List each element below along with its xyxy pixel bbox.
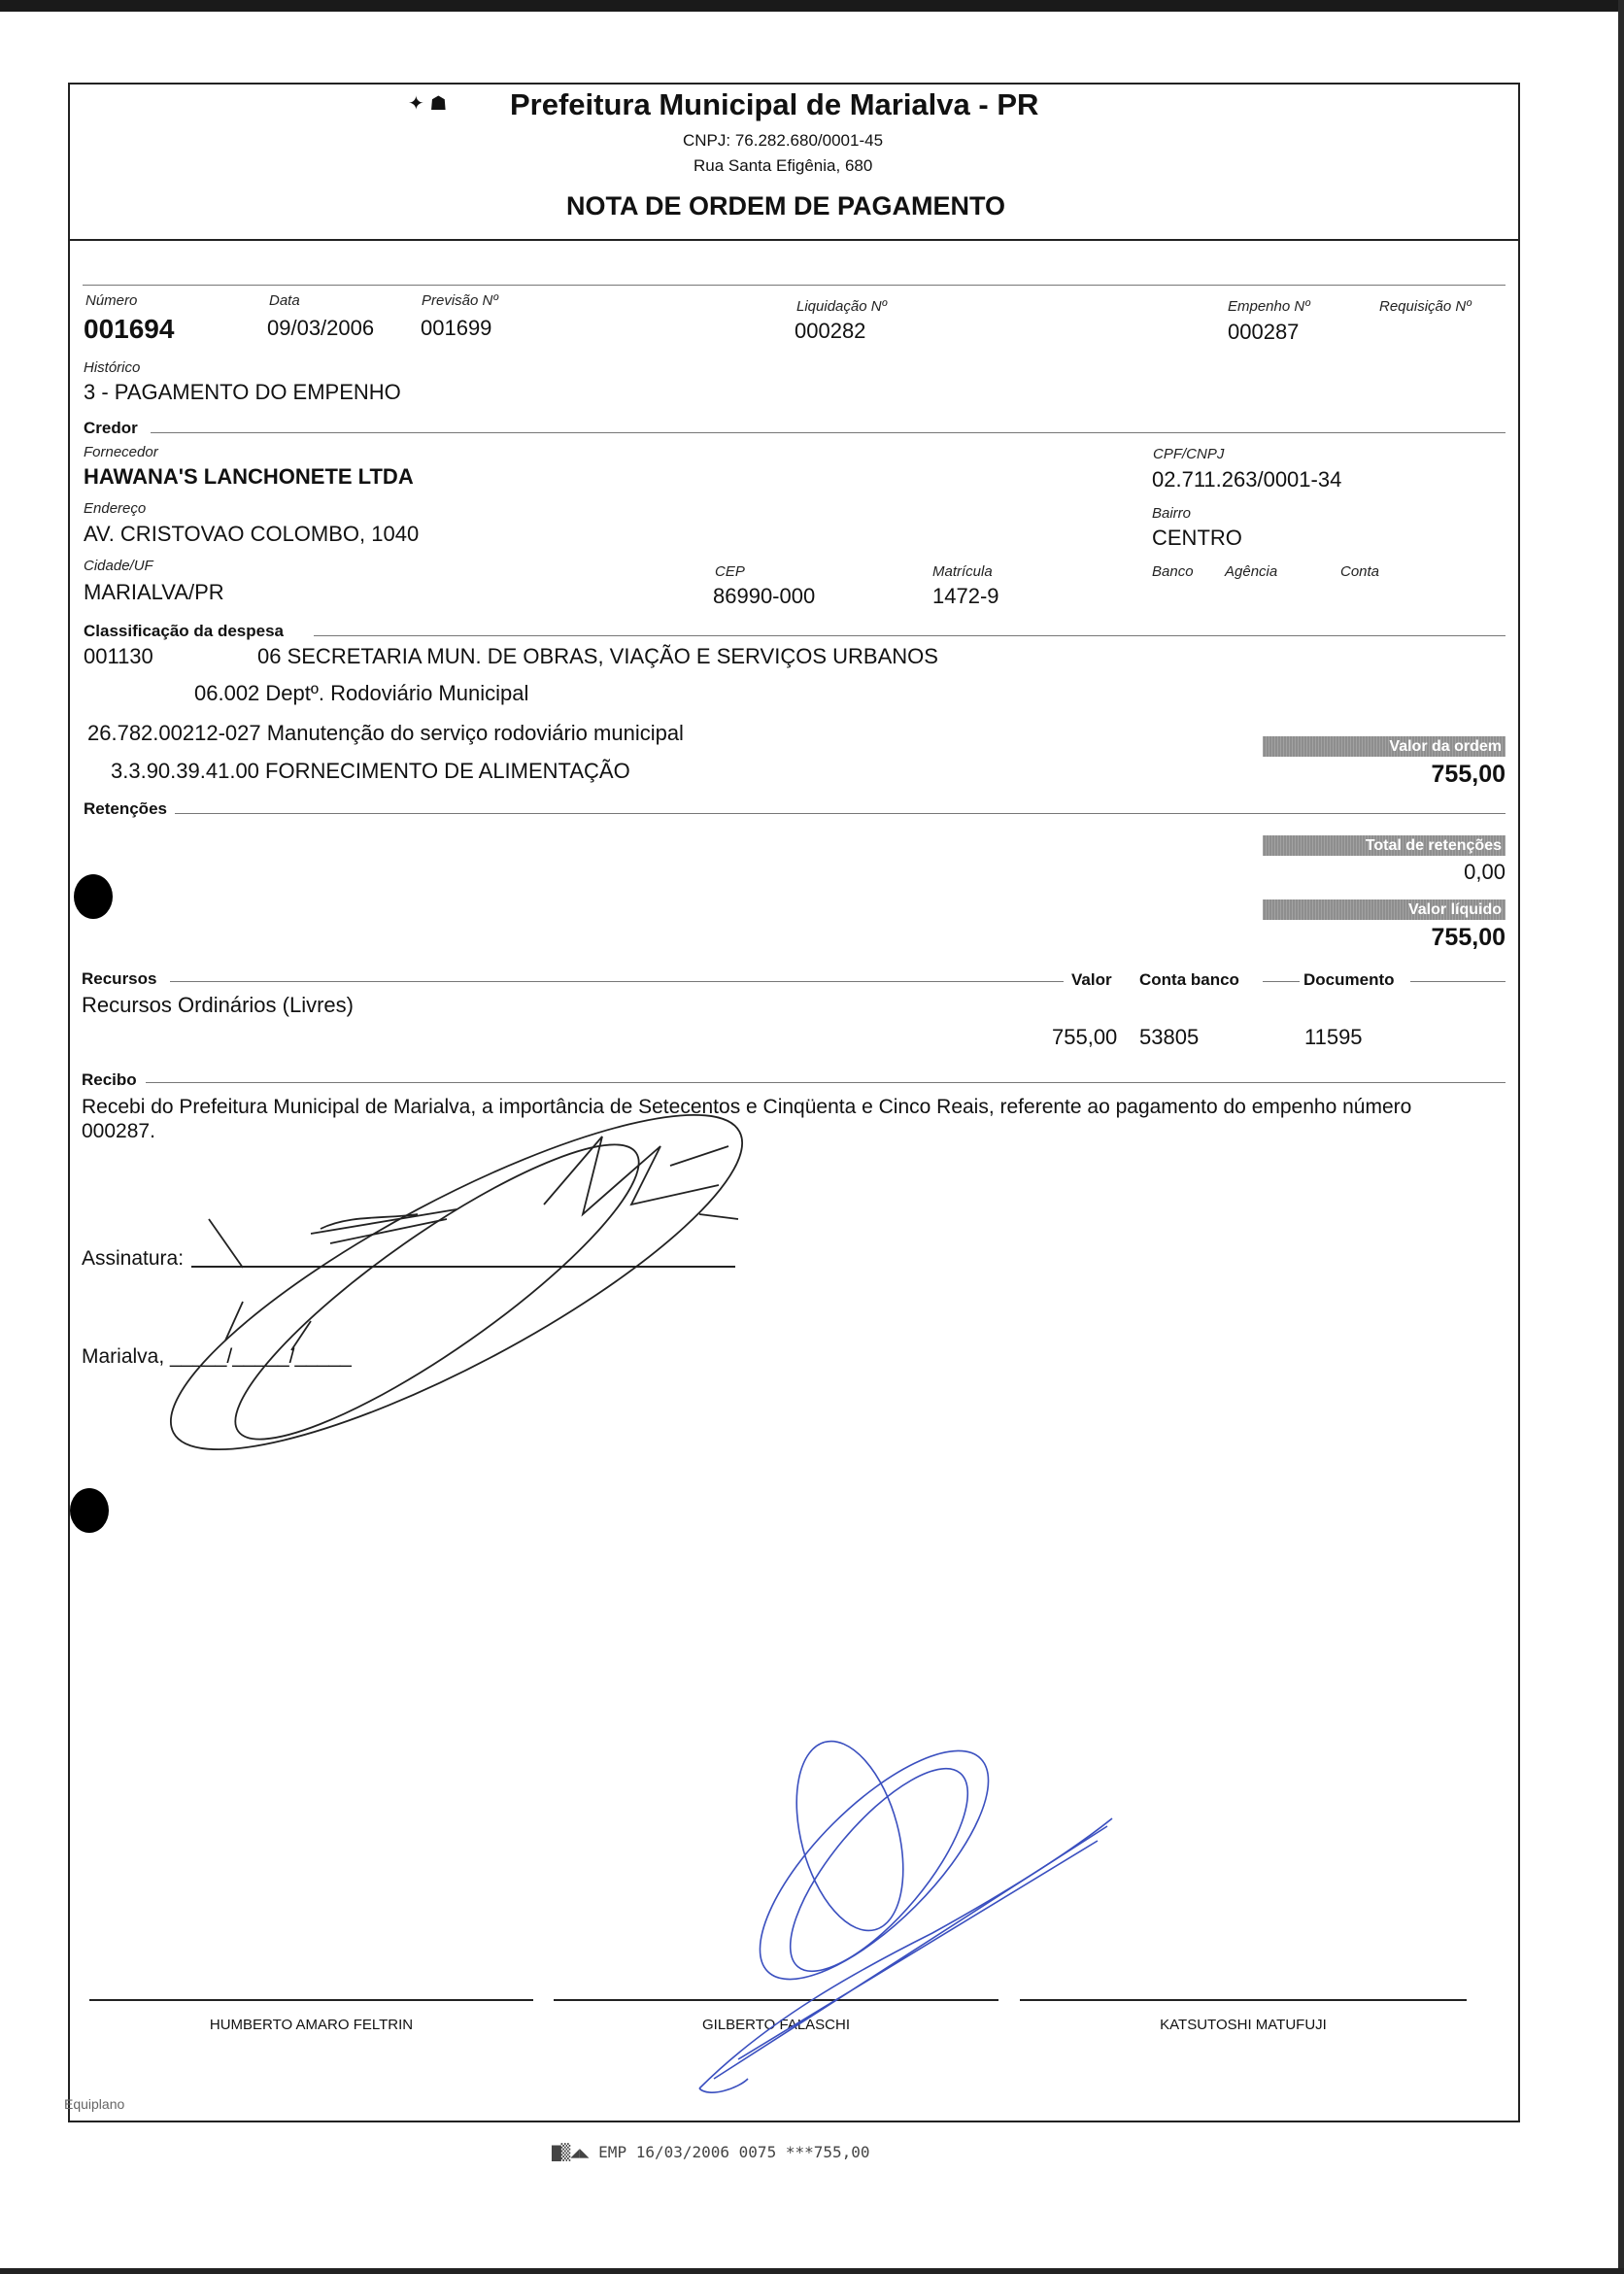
municipality-logo: ✦ ☗	[408, 93, 448, 115]
endereco-label: Endereço	[84, 500, 147, 517]
total-retencoes-value: 0,00	[1464, 860, 1506, 884]
valor-liquido-value: 755,00	[1431, 924, 1506, 951]
bairro-label: Bairro	[1152, 505, 1192, 522]
classificacao-line-1: 06 SECRETARIA MUN. DE OBRAS, VIAÇÃO E SERVIÇOS URBANOS	[257, 644, 938, 668]
fornecedor-value: HAWANA'S LANCHONETE LTDA	[84, 464, 414, 489]
classificacao-section-label: Classificação da despesa	[84, 622, 285, 640]
classificacao-line-3: 26.782.00212-027 Manutenção do serviço rodoviário municipal	[87, 721, 684, 745]
fornecedor-label: Fornecedor	[84, 444, 158, 460]
address-text: Rua Santa Efigênia, 680	[694, 156, 873, 175]
recursos-descricao: Recursos Ordinários (Livres)	[82, 993, 354, 1017]
assinatura-label: Assinatura:	[82, 1247, 185, 1270]
cnpj-text: CNPJ: 76.282.680/0001-45	[683, 131, 884, 150]
recursos-valor: 755,00	[1052, 1025, 1118, 1049]
banco-label: Banco	[1152, 563, 1194, 580]
stamp-mark-icon: ▇▒◢◣	[552, 2143, 590, 2161]
signatory-name-2: GILBERTO FALASCHI	[702, 2017, 850, 2033]
retencoes-section-label: Retenções	[84, 799, 167, 818]
classificacao-code: 001130	[84, 644, 153, 668]
software-label: Equiplano	[64, 2096, 125, 2112]
conta-label: Conta	[1340, 563, 1380, 580]
historico-label: Histórico	[84, 359, 141, 376]
previsao-value: 001699	[421, 316, 492, 340]
liquidacao-label: Liquidação Nº	[796, 298, 888, 315]
blue-ink-signature	[699, 1717, 1112, 2092]
empenho-value: 000287	[1228, 320, 1300, 344]
data-label: Data	[269, 292, 300, 309]
recursos-conta: 53805	[1139, 1025, 1200, 1049]
cpf-value: 02.711.263/0001-34	[1152, 467, 1342, 492]
previsao-label: Previsão Nº	[422, 292, 498, 309]
cep-label: CEP	[715, 563, 745, 580]
total-retencoes-label: Total de retenções	[1263, 835, 1506, 856]
recursos-valor-header: Valor	[1071, 970, 1112, 989]
signatory-name-1: HUMBERTO AMARO FELTRIN	[209, 2017, 414, 2033]
matricula-label: Matrícula	[932, 563, 993, 580]
data-value: 09/03/2006	[267, 316, 375, 340]
liquidacao-value: 000282	[795, 319, 866, 343]
cidade-label: Cidade/UF	[84, 558, 153, 574]
recibo-text-line-2: 000287.	[82, 1120, 155, 1142]
requisicao-label: Requisição Nº	[1379, 298, 1472, 315]
valor-ordem-label: Valor da ordem	[1263, 736, 1506, 757]
valor-liquido-label: Valor líquido	[1263, 899, 1506, 920]
historico-value: 3 - PAGAMENTO DO EMPENHO	[84, 380, 401, 404]
valor-ordem-value: 755,00	[1431, 761, 1506, 788]
recibo-text-line-1: Recebi do Prefeitura Municipal de Marialva, a importância de Setecentos e Cinqüenta e Cinco Reais, referente ao pagamento do empenho número	[82, 1096, 1412, 1118]
credor-section-label: Credor	[84, 419, 138, 437]
recursos-documento: 11595	[1304, 1025, 1363, 1049]
recursos-conta-header: Conta banco	[1139, 970, 1239, 989]
numero-label: Número	[85, 292, 138, 309]
empenho-label: Empenho Nº	[1228, 298, 1310, 315]
document-title: NOTA DE ORDEM DE PAGAMENTO	[566, 191, 1006, 221]
recibo-signature	[135, 1059, 779, 1506]
cpf-label: CPF/CNPJ	[1153, 446, 1225, 462]
recursos-documento-header: Documento	[1303, 970, 1395, 989]
page-title: Prefeitura Municipal de Marialva - PR	[510, 87, 1039, 121]
cep-value: 86990-000	[713, 584, 816, 608]
stamp-text: EMP 16/03/2006 0075 ***755,00	[598, 2143, 870, 2161]
cidade-value: MARIALVA/PR	[84, 580, 224, 604]
classificacao-line-4: 3.3.90.39.41.00 FORNECIMENTO DE ALIMENTAÇÃO	[111, 759, 630, 783]
classificacao-line-2: 06.002 Deptº. Rodoviário Municipal	[194, 681, 529, 705]
endereco-value: AV. CRISTOVAO COLOMBO, 1040	[84, 522, 420, 546]
matricula-value: 1472-9	[932, 584, 999, 608]
numero-value: 001694	[84, 314, 175, 344]
recibo-section-label: Recibo	[82, 1070, 137, 1089]
bairro-value: CENTRO	[1152, 526, 1242, 550]
local-data-label: Marialva,	[82, 1345, 165, 1368]
recursos-section-label: Recursos	[82, 969, 157, 988]
signatory-name-3: KATSUTOSHI MATUFUJI	[1160, 2017, 1327, 2033]
agencia-label: Agência	[1225, 563, 1278, 580]
local-date-blank: _____/_____/_____	[170, 1345, 352, 1368]
